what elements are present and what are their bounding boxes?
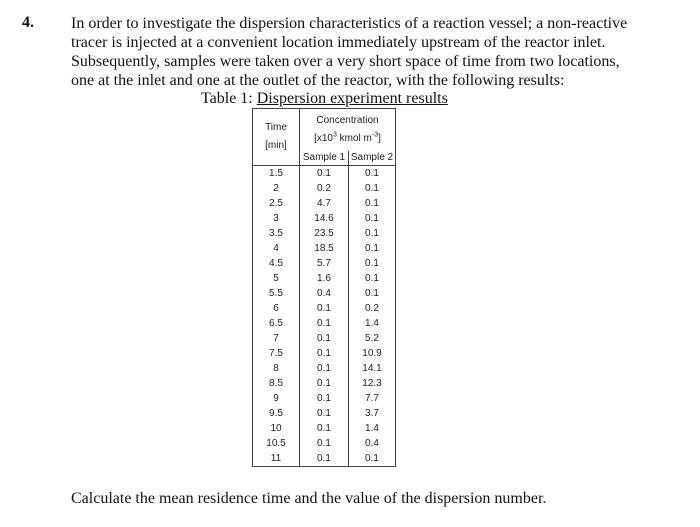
paragraph-line: tracer is injected at a convenient location immediately upstream of the reactor inlet.	[71, 34, 606, 51]
sample-2-cell: 0.1	[365, 168, 379, 179]
time-cell: 9	[253, 391, 300, 406]
table-row	[253, 421, 396, 436]
sample-2-cell: 0.1	[365, 273, 379, 284]
time-header	[253, 109, 300, 166]
sample-2-cell: 10.9	[362, 348, 382, 359]
time-header-unit: [min]	[265, 140, 287, 151]
sample-1-cell: 0.1	[300, 346, 349, 361]
dispersion-table	[252, 108, 396, 467]
sample-2-cell: 0.1	[365, 228, 379, 239]
table-row	[253, 271, 396, 286]
sample-1-cell: 0.1	[300, 331, 349, 346]
time-cell: 4.5	[253, 256, 300, 271]
table-row	[253, 316, 396, 331]
concentration-header-label: Concentration	[316, 115, 379, 126]
sample-1-cell: 18.5	[300, 241, 349, 256]
sample-1-cell: 0.1	[300, 376, 349, 391]
time-cell: 10.5	[253, 436, 300, 451]
sample-1-header: Sample 1	[300, 151, 349, 166]
table-row	[253, 376, 396, 391]
table-row	[253, 181, 396, 196]
table-row	[253, 451, 396, 467]
time-cell: 3	[253, 211, 300, 226]
table-row	[253, 361, 396, 376]
time-cell: 10	[253, 421, 300, 436]
time-cell: 4	[253, 241, 300, 256]
sample-2-cell: 0.1	[365, 183, 379, 194]
sample-2-cell: 0.2	[365, 303, 379, 314]
sample-2-cell: 1.4	[365, 423, 379, 434]
sample-2-cell: 12.3	[362, 378, 382, 389]
sample-2-cell: 3.7	[365, 408, 379, 419]
sample-1-cell: 0.1	[300, 436, 349, 451]
paragraph-line: one at the inlet and one at the outlet of the reactor, with the following results:	[71, 72, 565, 89]
table-row	[253, 391, 396, 406]
table-caption-prefix: Table 1:	[201, 90, 257, 107]
table-row	[253, 241, 396, 256]
sample-2-cell: 5.2	[365, 333, 379, 344]
sample-2-cell: 0.1	[349, 451, 396, 467]
sample-1-cell: 0.1	[300, 301, 349, 316]
question-closing: Calculate the mean residence time and the value of the dispersion number.	[71, 490, 547, 507]
table-row	[253, 331, 396, 346]
time-cell: 9.5	[253, 406, 300, 421]
sample-1-cell: 0.1	[300, 451, 349, 467]
table-row	[253, 226, 396, 241]
table-row	[253, 211, 396, 226]
table-row	[253, 286, 396, 301]
paragraph-line: Subsequently, samples were taken over a very short space of time from two locations,	[71, 53, 620, 70]
sample-2-cell: 0.1	[365, 243, 379, 254]
concentration-header	[300, 109, 396, 152]
time-cell: 8	[253, 361, 300, 376]
table-row	[253, 346, 396, 361]
question-paragraph	[71, 14, 641, 90]
sample-1-cell: 0.1	[300, 406, 349, 421]
table-body	[253, 166, 396, 467]
sample-2-cell: 0.4	[365, 438, 379, 449]
sample-2-cell: 0.1	[365, 213, 379, 224]
sample-1-cell: 0.1	[300, 166, 349, 182]
time-cell: 7	[253, 331, 300, 346]
time-cell: 6.5	[253, 316, 300, 331]
time-cell: 5.5	[253, 286, 300, 301]
sample-1-cell: 0.1	[300, 316, 349, 331]
sample-2-cell: 0.1	[365, 288, 379, 299]
question-number: 4.	[22, 14, 34, 31]
table-row	[253, 256, 396, 271]
paragraph-line: In order to investigate the dispersion characteristics of a reaction vessel; a non-reactive	[71, 15, 628, 32]
sample-1-cell: 0.1	[300, 361, 349, 376]
sample-1-cell: 14.6	[300, 211, 349, 226]
table-row	[253, 301, 396, 316]
time-cell: 6	[253, 301, 300, 316]
sample-1-cell: 0.2	[300, 181, 349, 196]
unit-exponent-2: -3	[371, 131, 379, 139]
time-header-label: Time	[265, 122, 287, 133]
time-cell: 7.5	[253, 346, 300, 361]
concentration-header-unit	[314, 133, 381, 144]
table-caption-title: Dispersion experiment results	[256, 90, 448, 107]
time-cell: 8.5	[253, 376, 300, 391]
time-cell: 5	[253, 271, 300, 286]
unit-exponent-1: 3	[332, 131, 337, 139]
sample-1-cell: 0.1	[300, 391, 349, 406]
sample-1-cell: 23.5	[300, 226, 349, 241]
unit-mid: kmol m	[336, 133, 372, 144]
sample-2-cell: 7.7	[365, 393, 379, 404]
table-row	[253, 166, 396, 182]
sample-1-cell: 0.1	[300, 421, 349, 436]
sample-1-cell: 1.6	[300, 271, 349, 286]
table-row	[253, 436, 396, 451]
time-cell: 2.5	[253, 196, 300, 211]
table-row	[253, 406, 396, 421]
table-caption	[201, 89, 448, 108]
sample-1-cell: 5.7	[300, 256, 349, 271]
sample-2-cell: 0.1	[365, 198, 379, 209]
time-cell: 1.5	[253, 166, 300, 182]
sample-1-cell: 4.7	[300, 196, 349, 211]
time-cell: 3.5	[253, 226, 300, 241]
table-row	[253, 196, 396, 211]
time-cell: 11	[253, 451, 300, 467]
time-cell: 2	[253, 181, 300, 196]
sample-2-header: Sample 2	[349, 151, 396, 166]
sample-2-cell: 0.1	[365, 258, 379, 269]
sample-2-cell: 14.1	[362, 363, 382, 374]
dispersion-table-wrapper	[252, 108, 396, 467]
sample-2-cell: 1.4	[365, 318, 379, 329]
unit-prefix: [x10	[314, 133, 333, 144]
unit-suffix: ]	[378, 133, 381, 144]
sample-1-cell: 0.4	[300, 286, 349, 301]
